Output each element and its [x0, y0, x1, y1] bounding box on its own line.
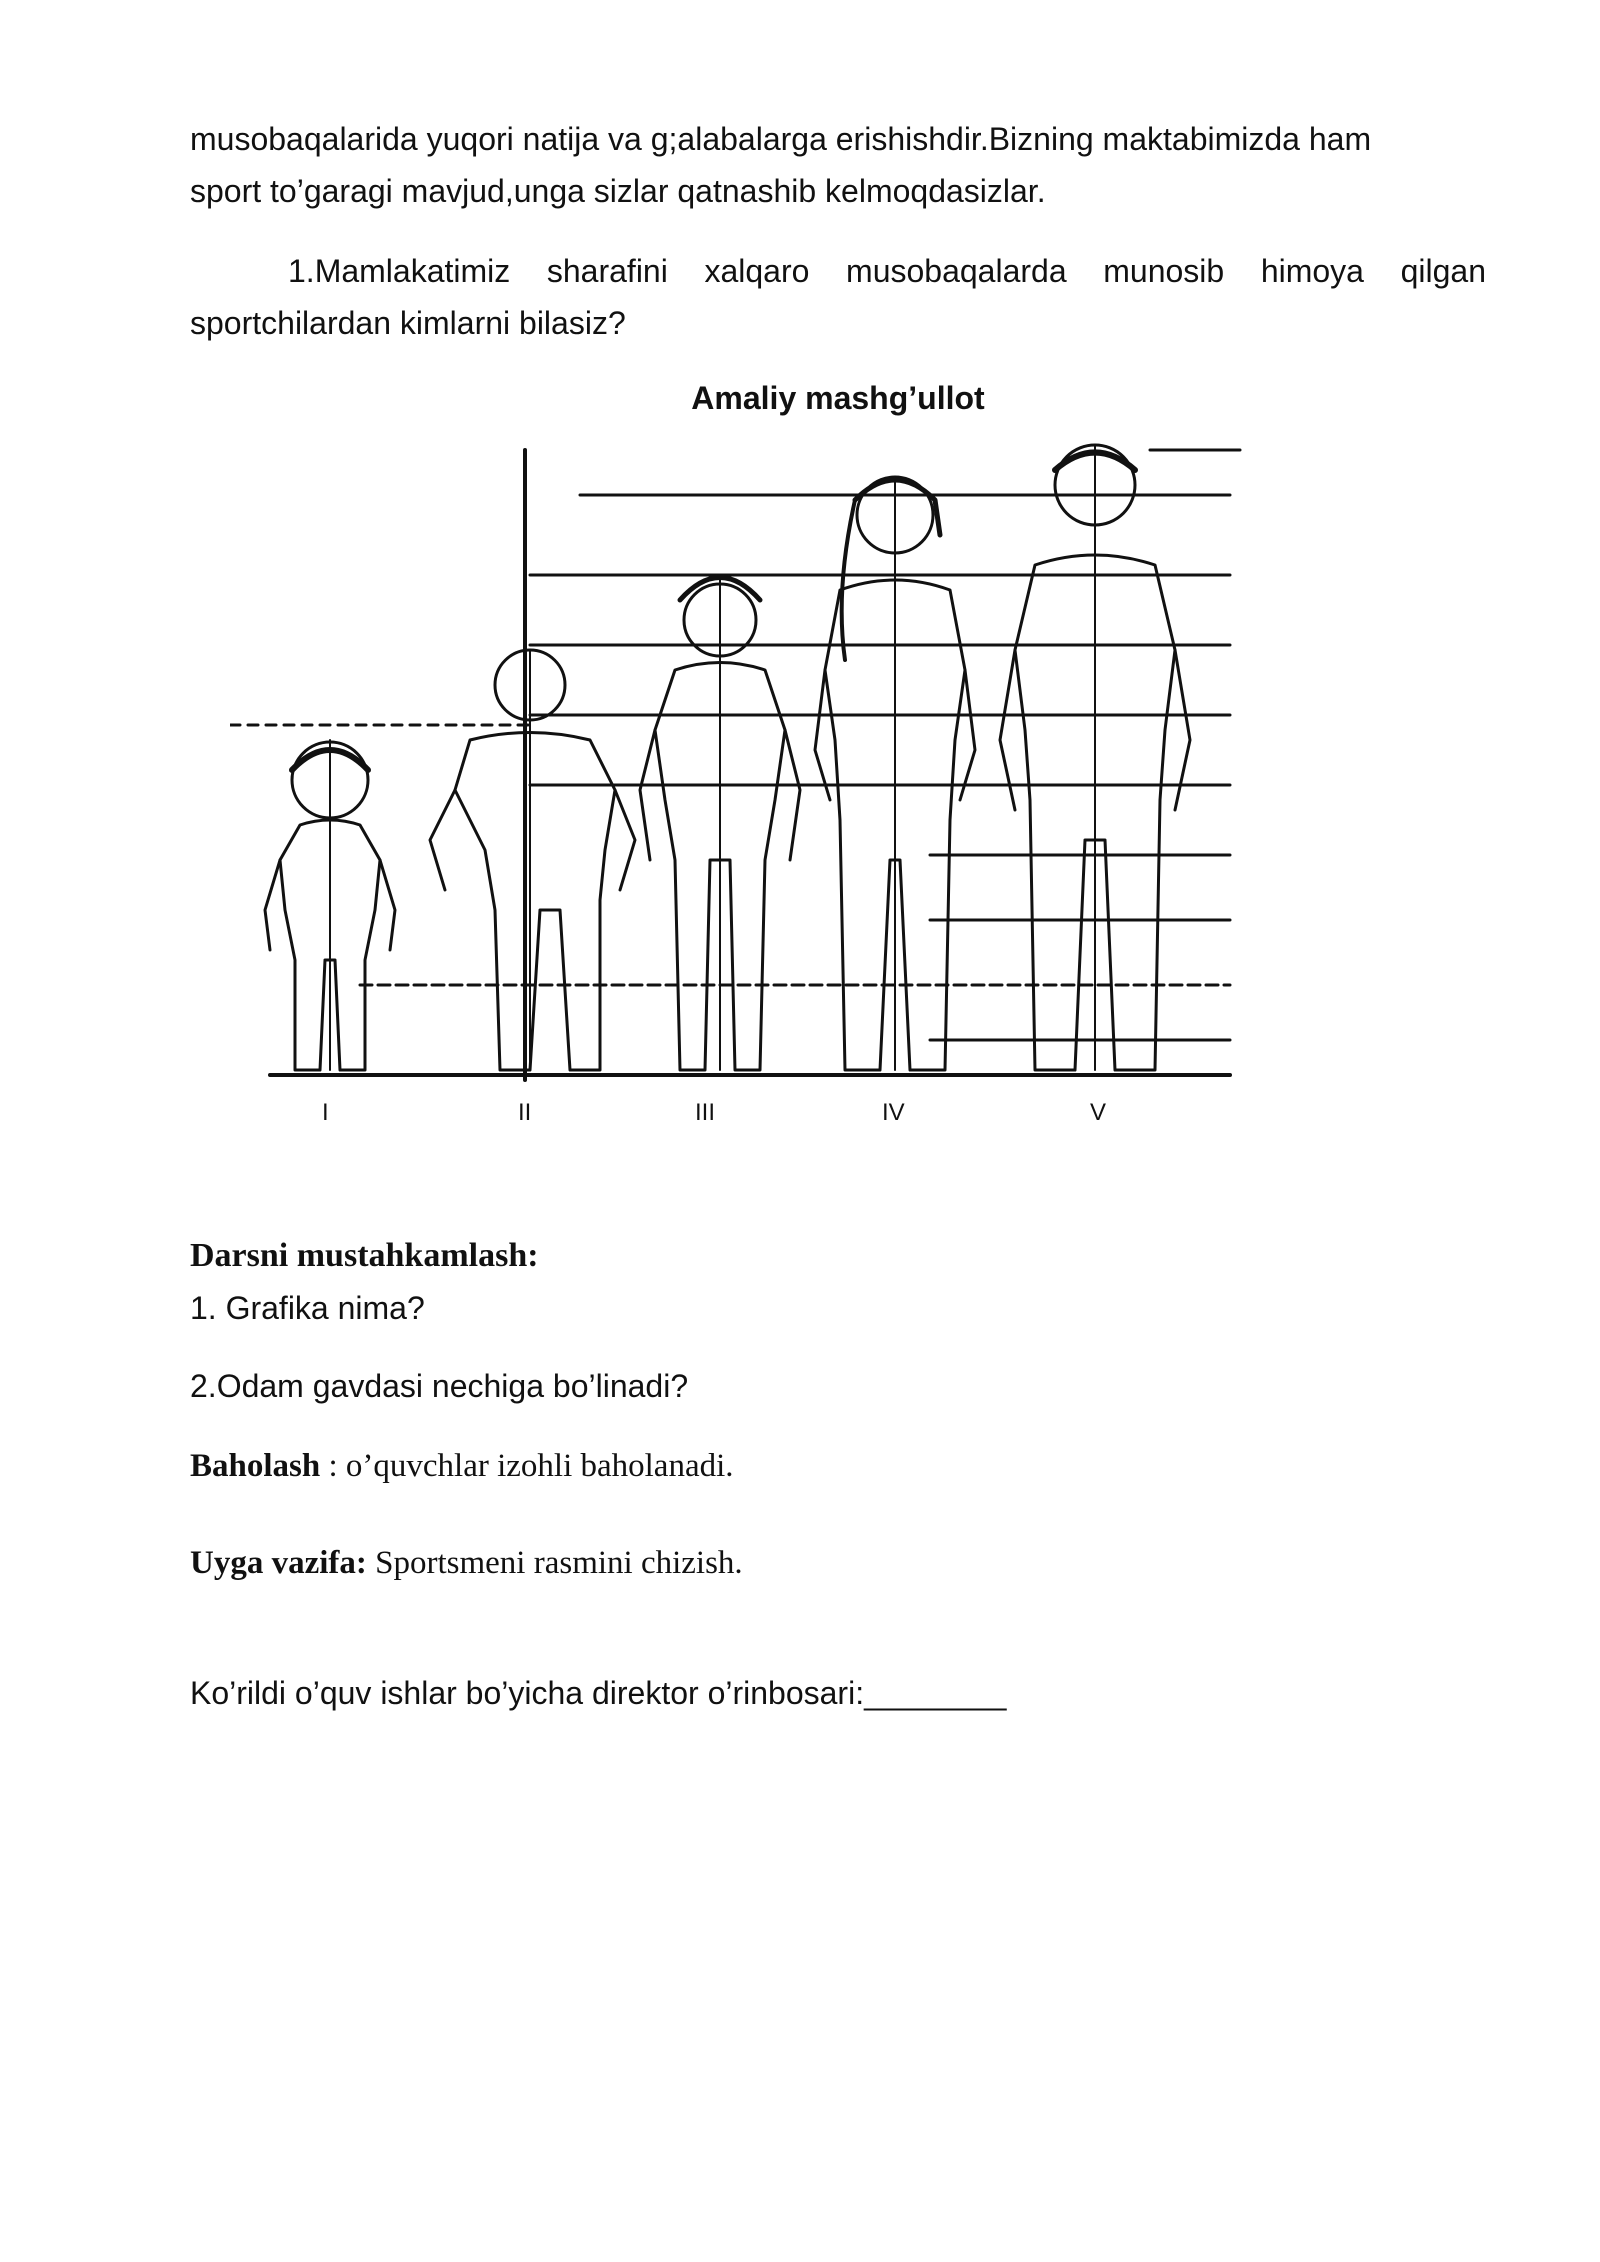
assessment-label: Baholash	[190, 1448, 321, 1484]
figure-title: Amaliy mashg’ullot	[691, 380, 985, 416]
checked-by-line: Ko’rildi o’quv ishlar bo’yicha direktor o’rinbosari:________	[190, 1675, 1007, 1711]
homework-line	[190, 1545, 743, 1582]
consolidation-question-2: 2.Odam gavdasi nechiga bo’linadi?	[190, 1368, 689, 1404]
question-1-line-1: 1.Mamlakatimiz sharafini xalqaro musobaqalarda munosib himoya qilgan	[288, 253, 1486, 289]
homework-text: Sportsmeni rasmini chizish.	[366, 1545, 743, 1581]
figure-label-2: II	[518, 1099, 532, 1126]
homework-label: Uyga vazifa:	[190, 1545, 367, 1581]
figure-5-outline	[1000, 445, 1190, 1070]
question-1-line-2: sportchilardan kimlarni bilasiz?	[190, 305, 626, 341]
intro-line-2: sport to’garagi mavjud,unga sizlar qatnashib kelmoqdasizlar.	[190, 173, 1046, 209]
figure-2-outline	[430, 650, 635, 1070]
figure-4-outline	[815, 477, 975, 1070]
intro-line-1: musobaqalarida yuqori natija va g;alabalarga erishishdir.Bizning maktabimizda ham	[190, 121, 1372, 157]
figure-label-3: III	[695, 1099, 716, 1126]
figure-1-outline	[265, 740, 395, 1070]
question-1-paragraph	[190, 245, 1486, 349]
intro-paragraph	[190, 113, 1486, 217]
consolidation-question-1: 1. Grafika nima?	[190, 1290, 425, 1326]
figure-label-4: IV	[882, 1099, 905, 1126]
consolidation-heading: Darsni mustahkamlash:	[190, 1237, 539, 1274]
figure-3-outline	[640, 578, 800, 1071]
assessment-line	[190, 1448, 734, 1485]
assessment-text: : o’quvchlar izohli baholanadi.	[320, 1448, 734, 1484]
figure-label-5: V	[1090, 1099, 1107, 1126]
figure-label-1: I	[322, 1099, 329, 1126]
body-proportions-illustration	[230, 440, 1350, 1160]
